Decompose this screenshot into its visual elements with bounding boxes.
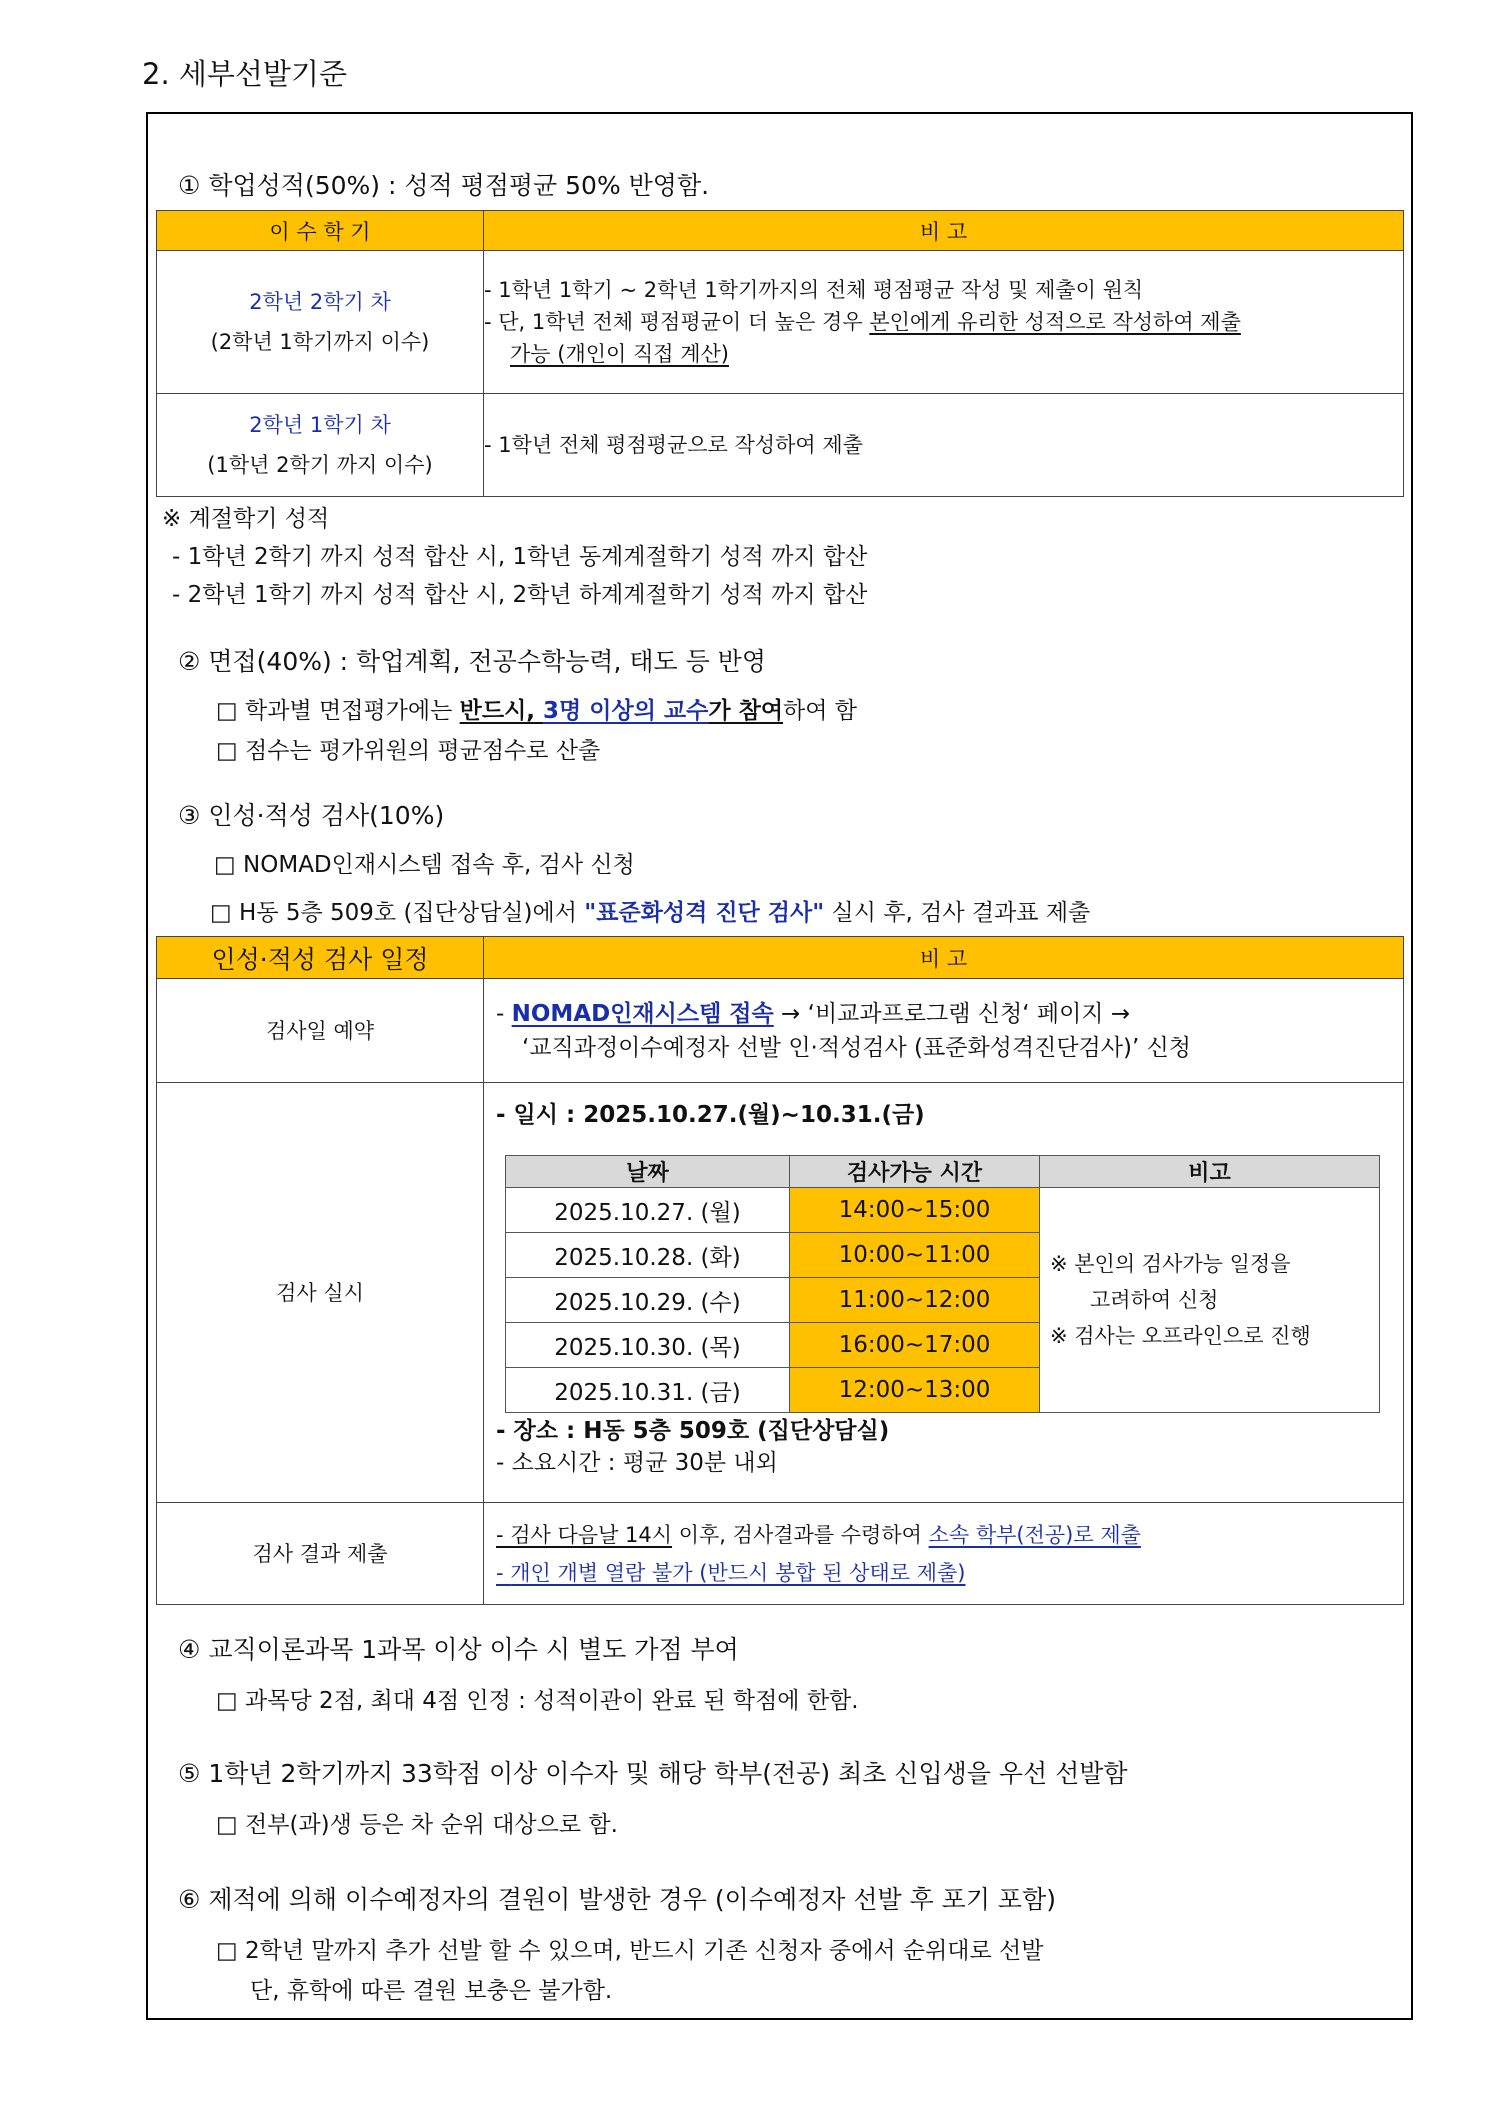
section-title: 2. 세부선발기준 [142, 57, 347, 91]
submit-label: 검사 결과 제출 [157, 1503, 484, 1605]
interview-line-1 [216, 692, 857, 725]
exam-place: - 장소 : H동 5층 509호 (집단상담실) [496, 1418, 890, 1444]
schedule-date: 2025.10.31. (금) [506, 1368, 790, 1413]
aptitude-header-note: 비 고 [484, 937, 1404, 979]
aptitude-line-1: □ NOMAD인재시스템 접속 후, 검사 신청 [214, 852, 635, 878]
schedule-table [505, 1155, 1380, 1413]
item1-title: ① 학업성적(50%) : 성적 평점평균 50% 반영함. [178, 171, 710, 200]
text: - [496, 1000, 512, 1027]
semester-sublabel: (1학년 2학기 까지 이수) [207, 453, 433, 477]
text: 실시 후, 검사 결과표 제출 [824, 900, 1091, 926]
grades-table [156, 210, 1404, 497]
note-line: - 1학년 전체 평점평균으로 작성하여 제출 [484, 433, 863, 457]
schedule-time: 11:00~12:00 [790, 1278, 1040, 1323]
exam-period: - 일시 : 2025.10.27.(월)~10.31.(금) [496, 1102, 925, 1128]
schedule-note-line: 고려하여 신청 [1090, 1288, 1219, 1312]
text: 이후, 검사결과를 수령하여 [672, 1522, 929, 1547]
reserve-line-2: ‘교직과정이수예정자 선발 인·적성검사 (표준화성격진단검사)’ 신청 [522, 1034, 1192, 1061]
grades-header-note: 비 고 [484, 211, 1404, 251]
aptitude-header-schedule: 인성·적성 검사 일정 [157, 937, 484, 979]
note-line: 가능 (개인이 직접 계산) [510, 342, 729, 366]
nomad-link[interactable]: NOMAD인재시스템 접속 [511, 1000, 774, 1027]
emphasis-sealed: 개인 개별 열람 불가 (반드시 봉합 된 상태로 제출) [510, 1560, 966, 1585]
schedule-time: 10:00~11:00 [790, 1233, 1040, 1278]
item6-line-1: □ 2학년 말까지 추가 선발 할 수 있으며, 반드시 기존 신청자 중에서 순위대로 선발 [216, 1938, 1044, 1964]
item4-title: ④ 교직이론과목 1과목 이상 이수 시 별도 가점 부여 [178, 1635, 739, 1664]
note-line: - 1학년 1학기 ~ 2학년 1학기까지의 전체 평점평균 작성 및 제출이 원칙 [484, 278, 1144, 302]
note-text: - 단, 1학년 전체 평점평균이 더 높은 경우 [484, 310, 870, 334]
exam-duration: - 소요시간 : 평균 30분 내외 [496, 1450, 778, 1476]
grades-row-2-semester [157, 394, 484, 497]
item5-line-1: □ 전부(과)생 등은 차 순위 대상으로 함. [216, 1812, 618, 1838]
item3-title: ③ 인성·적성 검사(10%) [178, 801, 445, 830]
semester-label: 2학년 1학기 차 [249, 413, 391, 437]
item4-line-1: □ 과목당 2점, 최대 4점 인정 : 성적이관이 완료 된 학점에 한함. [216, 1688, 859, 1714]
schedule-header-note: 비고 [1040, 1156, 1380, 1188]
interview-line-2: □ 점수는 평가위원의 평균점수로 산출 [216, 738, 601, 764]
grades-row-2-note [484, 394, 1404, 497]
text: 하여 함 [783, 698, 858, 724]
seasonal-line-2: - 2학년 1학기 까지 성적 합산 시, 2학년 하계계절학기 성적 까지 합산 [172, 582, 868, 608]
semester-sublabel: (2학년 1학기까지 이수) [210, 330, 430, 354]
submit-note [484, 1503, 1404, 1605]
test-name: "표준화성격 진단 검사" [584, 900, 825, 926]
reserve-note [484, 979, 1404, 1083]
schedule-header-time: 검사가능 시간 [790, 1156, 1040, 1188]
aptitude-line-2 [210, 894, 1090, 927]
emphasis-professors: 3명 이상의 교수 [543, 698, 709, 724]
submit-line-1 [496, 1516, 1403, 1554]
grades-row-1-note [484, 251, 1404, 394]
schedule-date: 2025.10.30. (목) [506, 1323, 790, 1368]
schedule-time: 12:00~13:00 [790, 1368, 1040, 1413]
seasonal-line-1: - 1학년 2학기 까지 성적 합산 시, 1학년 동계계절학기 성적 까지 합산 [172, 544, 868, 570]
text: - [496, 1560, 511, 1585]
item6-title: ⑥ 제적에 의해 이수예정자의 결원이 발생한 경우 (이수예정자 선발 후 포기 포함) [178, 1885, 1056, 1914]
schedule-note [1040, 1188, 1380, 1413]
grades-header-semester: 이 수 학 기 [157, 211, 484, 251]
emphasis-time: 다음날 14시 [557, 1522, 673, 1547]
reserve-line-1 [496, 997, 1403, 1031]
schedule-time: 16:00~17:00 [790, 1323, 1040, 1368]
item6-line-2: 단, 휴학에 따른 결원 보충은 불가함. [250, 1978, 613, 2004]
text: - 검사 [496, 1522, 558, 1547]
note-emphasis: 본인에게 유리한 성적으로 작성하여 제출 [869, 310, 1241, 334]
item5-title: ⑤ 1학년 2학기까지 33학점 이상 이수자 및 해당 학부(전공) 최초 신입생을 우선 선발함 [178, 1759, 1128, 1788]
emphasis-participate: 가 참여 [708, 698, 784, 724]
grades-row-1-semester [157, 251, 484, 394]
exam-label: 검사 실시 [157, 1083, 484, 1503]
reserve-label: 검사일 예약 [157, 979, 484, 1083]
note-line [484, 306, 1403, 338]
submit-line-2 [496, 1554, 1403, 1592]
item2-title: ② 면접(40%) : 학업계획, 전공수학능력, 태도 등 반영 [178, 647, 766, 676]
text: □ 학과별 면접평가에는 [216, 698, 460, 724]
schedule-note-line: ※ 검사는 오프라인으로 진행 [1050, 1324, 1311, 1348]
schedule-date: 2025.10.27. (월) [506, 1188, 790, 1233]
schedule-note-line: ※ 본인의 검사가능 일정을 [1050, 1252, 1291, 1276]
schedule-date: 2025.10.29. (수) [506, 1278, 790, 1323]
schedule-time: 14:00~15:00 [790, 1188, 1040, 1233]
semester-label: 2학년 2학기 차 [249, 290, 391, 314]
text: □ H동 5층 509호 (집단상담실)에서 [210, 900, 585, 926]
schedule-date: 2025.10.28. (화) [506, 1233, 790, 1278]
seasonal-title: ※ 계절학기 성적 [162, 506, 330, 532]
emphasis-dept: 소속 학부(전공)로 제출 [928, 1522, 1141, 1547]
text: → ‘비교과프로그램 신청‘ 페이지 → [773, 1000, 1131, 1027]
emphasis-must: 반드시, [459, 698, 544, 724]
schedule-header-date: 날짜 [506, 1156, 790, 1188]
